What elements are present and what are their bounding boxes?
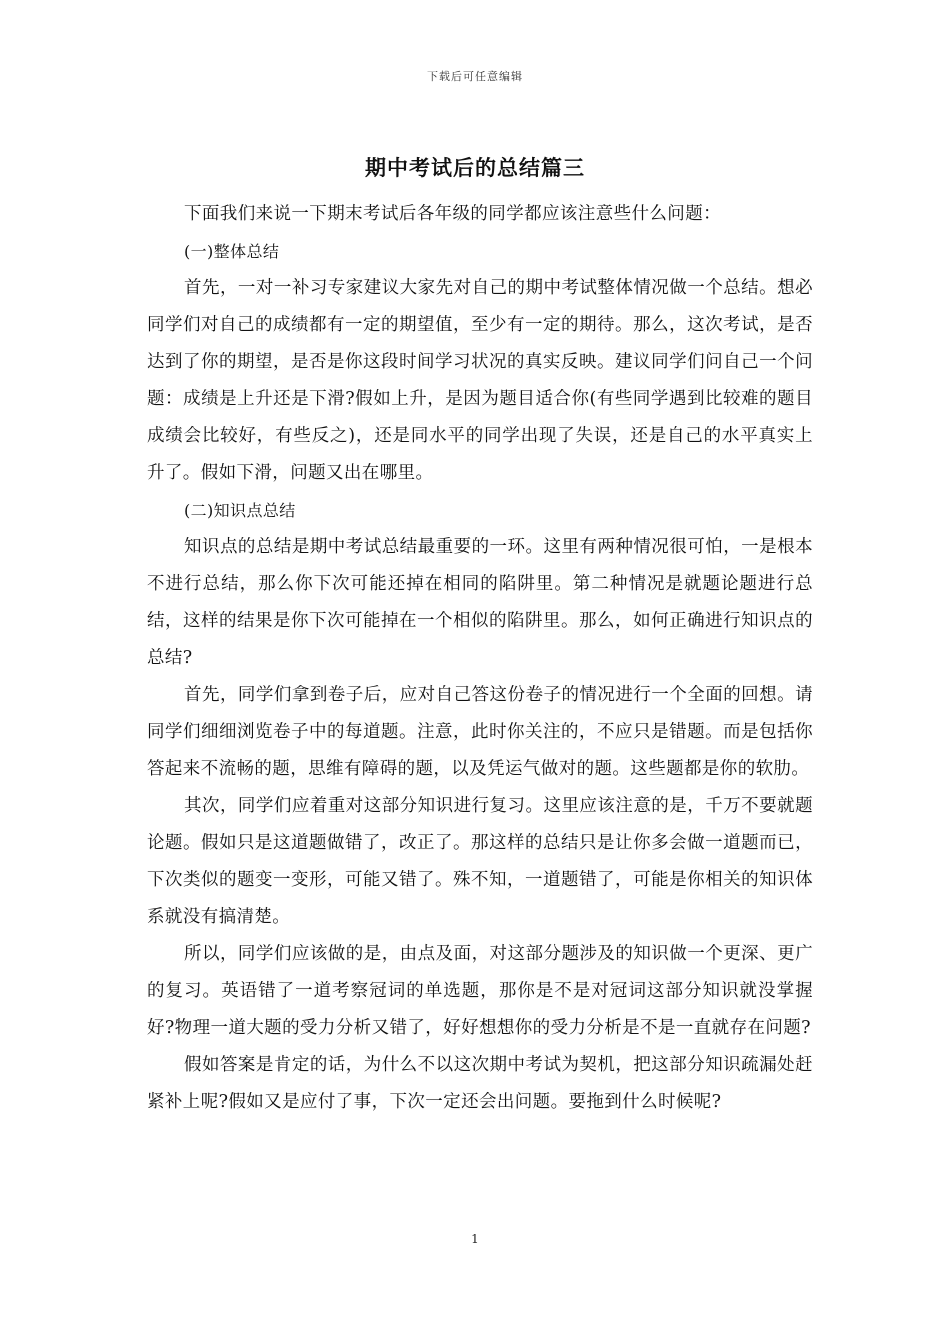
intro-paragraph: 下面我们来说一下期末考试后各年级的同学都应该注意些什么问题： [184,204,721,224]
page-number: 1 [471,1232,479,1246]
section-heading-overall: (一)整体总结 [184,242,280,261]
body-paragraph: 首先，一对一补习专家建议大家先对自己的期中考试整体情况做一个总结。想必同学们对自己的成绩都有一定的期望值，至少有一定的期待。那么，这次考试，是否达到了你的期望，是否是你这段时间学习状况的真实反映。建议同学们问自己一个问题：成绩是上升还是下滑?假如上升，是因为题目适合你(有些同学遇到比较难的题目成绩会比较好，有些反之)，还是同水平的同学出现了失误，还是自己的水平真实上升了。假如下滑，问题又出在哪里。 [147,278,813,483]
body-paragraph: 首先，同学们拿到卷子后，应对自己答这份卷子的情况进行一个全面的回想。请同学们细细浏览卷子中的每道题。注意，此时你关注的，不应只是错题。而是包括你答起来不流畅的题，思维有障碍的题，以及凭运气做对的题。这些题都是你的软肋。 [147,685,813,779]
document-title: 期中考试后的总结篇三 [365,155,585,180]
body-paragraph: 其次，同学们应着重对这部分知识进行复习。这里应该注意的是，千万不要就题论题。假如只是这道题做错了，改正了。那这样的总结只是让你多会做一道题而已，下次类似的题变一变形，可能又错了。殊不知，一道题错了，可能是你相关的知识体系就没有搞清楚。 [147,796,813,927]
body-paragraph: 知识点的总结是期中考试总结最重要的一环。这里有两种情况很可怕，一是根本不进行总结，那么你下次可能还掉在相同的陷阱里。第二种情况是就题论题进行总结，这样的结果是你下次可能掉在一个相似的陷阱里。那么，如何正确进行知识点的总结? [147,537,813,668]
body-paragraph: 假如答案是肯定的话，为什么不以这次期中考试为契机，把这部分知识疏漏处赶紧补上呢?假如又是应付了事，下次一定还会出问题。要拖到什么时候呢? [147,1055,813,1112]
body-paragraph: 所以，同学们应该做的是，由点及面，对这部分题涉及的知识做一个更深、更广的复习。英语错了一道考察冠词的单选题，那你是不是对冠词这部分知识就没掌握好?物理一道大题的受力分析又错了，好好想想你的受力分析是不是一直就存在问题? [147,944,813,1038]
section-heading-knowledge: (二)知识点总结 [184,501,296,520]
page-header: 下载后可任意编辑 [427,70,523,83]
document-body [147,196,813,1121]
